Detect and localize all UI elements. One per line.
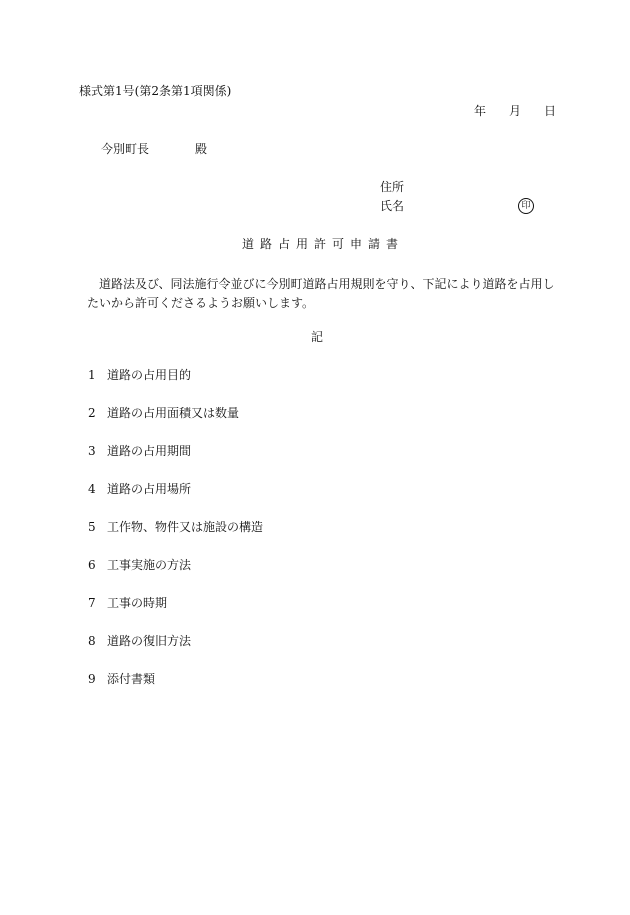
item-number: 3 [88, 444, 96, 458]
addressee: 今別町長 [101, 142, 150, 156]
item-label: 添付書類 [107, 672, 156, 686]
list-item [88, 597, 263, 635]
list-item [88, 559, 263, 597]
item-number: 2 [88, 406, 96, 420]
item-label: 道路の占用場所 [107, 482, 192, 496]
item-number: 8 [88, 634, 96, 648]
list-item [88, 635, 263, 673]
item-label: 工事の時期 [107, 596, 168, 610]
seal-mark: 印 [518, 198, 534, 214]
list-item [88, 483, 263, 521]
item-number: 9 [88, 672, 96, 686]
item-label: 道路の復旧方法 [107, 634, 192, 648]
item-label: 工作物、物件又は施設の構造 [107, 520, 264, 534]
address-label: 住所 [380, 180, 405, 194]
date-month-label: 月 [509, 104, 522, 118]
item-number: 1 [88, 368, 96, 382]
item-label: 道路の占用面積又は数量 [107, 406, 240, 420]
list-item [88, 673, 263, 711]
ki-heading: 記 [311, 330, 324, 344]
honorific: 殿 [195, 142, 208, 156]
date-year-label: 年 [474, 104, 487, 118]
item-number: 5 [88, 520, 96, 534]
items-list [88, 369, 263, 711]
body-paragraph: 道路法及び、同法施行令並びに今別町道路占用規則を守り、下記により道路を占用したいから許可くださるようお願いします。 [87, 277, 555, 310]
list-item [88, 407, 263, 445]
list-item [88, 369, 263, 407]
list-item [88, 521, 263, 559]
list-item [88, 445, 263, 483]
name-label: 氏名 [380, 199, 405, 213]
item-number: 4 [88, 482, 96, 496]
date-day-label: 日 [544, 104, 557, 118]
item-label: 道路の占用目的 [107, 368, 192, 382]
document-title: 道路占用許可申請書 [242, 237, 405, 251]
form-number: 様式第1号(第2条第1項関係) [79, 84, 232, 98]
item-number: 6 [88, 558, 96, 572]
item-label: 道路の占用期間 [107, 444, 192, 458]
item-label: 工事実施の方法 [107, 558, 192, 572]
item-number: 7 [88, 596, 96, 610]
